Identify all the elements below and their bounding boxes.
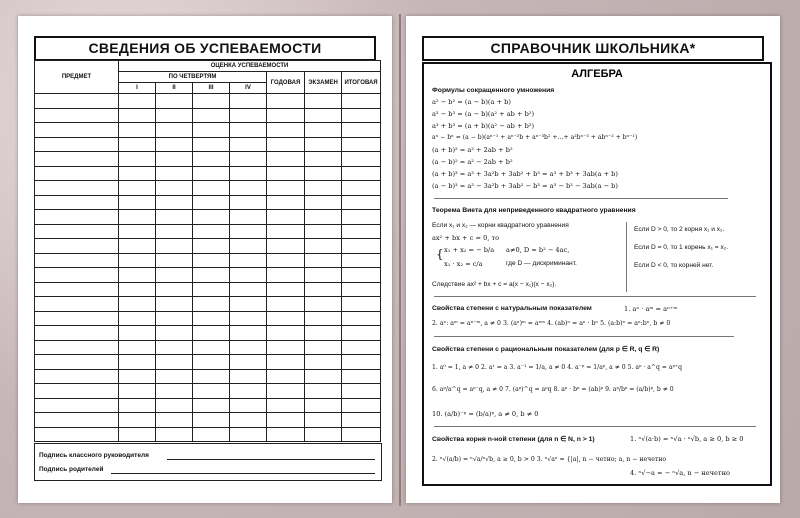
grade-row	[35, 152, 381, 167]
grade-cell[interactable]	[267, 210, 305, 225]
grade-cell[interactable]	[156, 413, 193, 428]
grade-cell[interactable]	[193, 297, 230, 312]
grade-cell[interactable]	[230, 398, 267, 413]
grade-cell[interactable]	[305, 297, 342, 312]
grade-cell[interactable]	[305, 311, 342, 326]
grade-cell[interactable]	[193, 210, 230, 225]
grades-title: СВЕДЕНИЯ ОБ УСПЕВАЕМОСТИ	[34, 36, 376, 61]
subject-cell[interactable]	[35, 369, 119, 384]
grade-row	[35, 326, 381, 341]
grade-cell[interactable]	[305, 152, 342, 167]
grade-cell[interactable]	[156, 297, 193, 312]
grade-cell[interactable]	[156, 427, 193, 442]
vieta-brace: {	[436, 247, 444, 261]
subject-cell[interactable]	[35, 268, 119, 283]
grade-cell[interactable]	[342, 181, 381, 196]
divider	[434, 336, 734, 337]
grade-cell[interactable]	[267, 268, 305, 283]
formula-2: a³ − b³ = (a − b)(a² + ab + b²)	[432, 110, 535, 118]
vieta-text-1: Если x₁ и x₂ — корни квадратного уравнения	[432, 222, 569, 229]
grade-cell[interactable]	[119, 253, 156, 268]
grade-cell[interactable]	[193, 239, 230, 254]
grade-cell[interactable]	[119, 152, 156, 167]
grade-row	[35, 282, 381, 297]
grade-row	[35, 108, 381, 123]
subject-cell[interactable]	[35, 181, 119, 196]
grade-cell[interactable]	[156, 210, 193, 225]
grade-cell[interactable]	[267, 369, 305, 384]
grade-cell[interactable]	[193, 224, 230, 239]
grade-row	[35, 253, 381, 268]
subject-cell[interactable]	[35, 311, 119, 326]
subject-cell[interactable]	[35, 152, 119, 167]
subject-cell[interactable]	[35, 108, 119, 123]
grade-cell[interactable]	[193, 369, 230, 384]
grade-row	[35, 427, 381, 442]
root-1: 1. ⁿ√(a·b) = ⁿ√a · ⁿ√b, a ≥ 0, b ≥ 0	[630, 435, 744, 443]
grade-cell[interactable]	[230, 210, 267, 225]
grade-cell[interactable]	[305, 210, 342, 225]
grade-cell[interactable]	[230, 355, 267, 370]
col-grades: ОЦЕНКА УСПЕВАЕМОСТИ	[119, 61, 381, 72]
rational-1-5: 1. a⁰ = 1, a ≠ 0 2. a¹ = a 3. a⁻¹ = 1/a, a ≠ 0 4. a⁻ᵖ = 1/aᵖ, a ≠ 0 5. aᵖ · a^q = aᵖ⁺q	[432, 364, 683, 371]
grade-cell[interactable]	[230, 340, 267, 355]
subject-cell[interactable]	[35, 384, 119, 399]
grade-cell[interactable]	[156, 224, 193, 239]
sig-teacher-line[interactable]	[167, 459, 375, 460]
grade-cell[interactable]	[267, 166, 305, 181]
grade-cell[interactable]	[156, 108, 193, 123]
grade-cell[interactable]	[230, 123, 267, 138]
grade-cell[interactable]	[193, 94, 230, 109]
grade-cell[interactable]	[156, 282, 193, 297]
grade-cell[interactable]	[267, 427, 305, 442]
subject-cell[interactable]	[35, 297, 119, 312]
grade-cell[interactable]	[342, 413, 381, 428]
grade-cell[interactable]	[342, 398, 381, 413]
grade-cell[interactable]	[230, 326, 267, 341]
formula-1: a² − b² = (a − b)(a + b)	[432, 98, 511, 106]
grade-cell[interactable]	[119, 413, 156, 428]
grade-cell[interactable]	[342, 152, 381, 167]
subject-cell[interactable]	[35, 123, 119, 138]
vieta-cond: a≠0, D = b² − 4ac,	[506, 246, 570, 254]
vieta-product: x₁ · x₂ = c/a	[444, 260, 483, 268]
subject-cell[interactable]	[35, 326, 119, 341]
grade-cell[interactable]	[230, 282, 267, 297]
discr-negative: Если D < 0, то корней нет.	[634, 262, 714, 269]
grade-cell[interactable]	[156, 137, 193, 152]
grade-cell[interactable]	[156, 398, 193, 413]
grade-cell[interactable]	[156, 195, 193, 210]
subject-cell[interactable]	[35, 340, 119, 355]
grade-row	[35, 181, 381, 196]
natural-2-5: 2. aⁿ: aᵐ = aⁿ⁻ᵐ, a ≠ 0 3. (aⁿ)ᵐ = aⁿᵐ 4. (ab)ⁿ = aⁿ · bⁿ 5. (a:b)ⁿ = aⁿ:bⁿ, b ≠ 0	[432, 320, 671, 327]
rational-6-9: 6. aᵖ/a^q = aᵖ⁻q, a ≠ 0 7. (aᵖ)^q = aᵖq 8. aᵖ · bᵖ = (ab)ᵖ 9. aᵖ/bᵖ = (a/b)ᵖ, b ≠ 0	[432, 386, 674, 393]
grade-cell[interactable]	[119, 210, 156, 225]
grade-cell[interactable]	[193, 253, 230, 268]
grade-cell[interactable]	[193, 108, 230, 123]
col-year: ГОДОВАЯ	[267, 72, 305, 94]
discr-positive: Если D > 0, то 2 корня x₁ и x₂.	[634, 226, 725, 233]
grade-cell[interactable]	[305, 166, 342, 181]
grade-cell[interactable]	[119, 427, 156, 442]
grade-cell[interactable]	[230, 427, 267, 442]
grade-cell[interactable]	[342, 195, 381, 210]
grade-cell[interactable]	[305, 427, 342, 442]
grade-cell[interactable]	[230, 137, 267, 152]
grade-cell[interactable]	[267, 224, 305, 239]
grade-cell[interactable]	[342, 210, 381, 225]
vieta-discr: где D — дискриминант.	[506, 260, 577, 267]
grade-cell[interactable]	[230, 152, 267, 167]
grade-cell[interactable]	[230, 239, 267, 254]
grade-cell[interactable]	[342, 369, 381, 384]
formula-6: (a − b)² = a² − 2ab + b²	[432, 158, 513, 166]
col-q1: I	[119, 83, 156, 94]
subject-cell[interactable]	[35, 210, 119, 225]
grade-cell[interactable]	[119, 137, 156, 152]
subject-cell[interactable]	[35, 195, 119, 210]
subject-cell[interactable]	[35, 239, 119, 254]
grade-cell[interactable]	[193, 355, 230, 370]
discr-zero: Если D = 0, то 1 корень x₁ = x₂.	[634, 244, 729, 251]
subject-cell[interactable]	[35, 282, 119, 297]
grade-row	[35, 195, 381, 210]
grade-cell[interactable]	[230, 413, 267, 428]
natural-1: 1. aⁿ · aᵐ = aⁿ⁺ᵐ	[624, 305, 678, 313]
sig-parents-label: Подпись родителей	[39, 466, 104, 473]
grade-cell[interactable]	[267, 137, 305, 152]
section-multiplication: Формулы сокращенного умножения	[432, 87, 555, 94]
grade-cell[interactable]	[342, 253, 381, 268]
grade-cell[interactable]	[305, 224, 342, 239]
grade-row	[35, 413, 381, 428]
grade-cell[interactable]	[119, 282, 156, 297]
col-subject: ПРЕДМЕТ	[35, 61, 119, 94]
signatures-box	[34, 443, 382, 481]
grade-row	[35, 340, 381, 355]
grade-cell[interactable]	[342, 239, 381, 254]
grade-cell[interactable]	[193, 340, 230, 355]
grade-cell[interactable]	[305, 137, 342, 152]
grade-cell[interactable]	[230, 253, 267, 268]
grade-cell[interactable]	[230, 166, 267, 181]
grade-cell[interactable]	[230, 181, 267, 196]
grade-cell[interactable]	[156, 355, 193, 370]
grades-table	[34, 60, 381, 442]
section-natural-power: Свойства степени с натуральным показателем	[432, 305, 592, 312]
sig-teacher-label: Подпись классного руководителя	[39, 452, 149, 459]
subject-cell[interactable]	[35, 413, 119, 428]
grade-cell[interactable]	[193, 398, 230, 413]
grade-cell[interactable]	[156, 123, 193, 138]
grade-rows	[35, 94, 381, 442]
grade-cell[interactable]	[342, 427, 381, 442]
subject-cell[interactable]	[35, 166, 119, 181]
col-q2: II	[156, 83, 193, 94]
grade-cell[interactable]	[342, 108, 381, 123]
grade-cell[interactable]	[156, 268, 193, 283]
subject-cell[interactable]	[35, 355, 119, 370]
section-vieta: Теорема Виета для неприведенного квадратного уравнения	[432, 207, 636, 214]
grade-cell[interactable]	[193, 413, 230, 428]
grade-cell[interactable]	[267, 282, 305, 297]
grade-cell[interactable]	[305, 239, 342, 254]
grade-cell[interactable]	[305, 123, 342, 138]
grade-cell[interactable]	[193, 152, 230, 167]
col-final: ИТОГОВАЯ	[342, 72, 381, 94]
subject-cell[interactable]	[35, 224, 119, 239]
grade-cell[interactable]	[156, 311, 193, 326]
algebra-heading: АЛГЕБРА	[571, 68, 623, 80]
grade-cell[interactable]	[305, 268, 342, 283]
reference-title: СПРАВОЧНИК ШКОЛЬНИКА*	[422, 36, 764, 61]
grade-cell[interactable]	[267, 340, 305, 355]
grade-cell[interactable]	[342, 340, 381, 355]
grade-cell[interactable]	[156, 369, 193, 384]
grade-cell[interactable]	[342, 123, 381, 138]
divider	[434, 198, 728, 199]
subject-cell[interactable]	[35, 137, 119, 152]
root-4: 4. ⁿ√−a = − ⁿ√a, n − нечетно	[630, 469, 730, 477]
grade-cell[interactable]	[119, 311, 156, 326]
grade-cell[interactable]	[156, 94, 193, 109]
col-quarters: ПО ЧЕТВЕРТЯМ	[119, 72, 267, 83]
grade-cell[interactable]	[267, 108, 305, 123]
vieta-text-2: ax² + bx + c = 0, то	[432, 234, 500, 242]
grade-cell[interactable]	[342, 355, 381, 370]
grade-cell[interactable]	[342, 297, 381, 312]
grade-cell[interactable]	[230, 297, 267, 312]
grade-cell[interactable]	[342, 326, 381, 341]
grade-cell[interactable]	[305, 398, 342, 413]
grade-row	[35, 384, 381, 399]
grade-cell[interactable]	[342, 224, 381, 239]
grade-cell[interactable]	[267, 311, 305, 326]
grade-cell[interactable]	[156, 152, 193, 167]
grade-cell[interactable]	[119, 94, 156, 109]
grade-cell[interactable]	[342, 268, 381, 283]
grade-cell[interactable]	[193, 427, 230, 442]
grade-cell[interactable]	[305, 384, 342, 399]
subject-cell[interactable]	[35, 398, 119, 413]
grade-cell[interactable]	[193, 282, 230, 297]
grade-cell[interactable]	[230, 369, 267, 384]
grade-cell[interactable]	[193, 268, 230, 283]
grade-cell[interactable]	[305, 181, 342, 196]
grade-cell[interactable]	[156, 384, 193, 399]
grade-cell[interactable]	[305, 355, 342, 370]
section-rational-power: Свойства степени с рациональным показателем (для p ∈ R, q ∈ R)	[432, 346, 660, 353]
divider	[434, 296, 756, 297]
grade-cell[interactable]	[267, 326, 305, 341]
algebra-box	[422, 62, 772, 486]
section-root: Свойства корня n-ной степени (для n ∈ N, n > 1)	[432, 436, 595, 443]
grade-cell[interactable]	[193, 166, 230, 181]
formula-4: aⁿ − bⁿ = (a − b)(aⁿ⁻¹ + aⁿ⁻²b + aⁿ⁻³b² +…+ a²bⁿ⁻³ + abⁿ⁻² + bⁿ⁻¹)	[432, 134, 638, 141]
vieta-sum: x₁ + x₂ = − b/a	[444, 246, 495, 254]
grade-cell[interactable]	[156, 340, 193, 355]
formula-5: (a + b)² = a² + 2ab + b²	[432, 146, 513, 154]
grade-cell[interactable]	[267, 181, 305, 196]
grade-cell[interactable]	[305, 94, 342, 109]
grade-cell[interactable]	[119, 166, 156, 181]
grade-row	[35, 311, 381, 326]
grade-row	[35, 123, 381, 138]
grade-cell[interactable]	[156, 239, 193, 254]
grade-cell[interactable]	[119, 340, 156, 355]
rational-10: 10. (a/b)⁻ᵖ = (b/a)ᵖ, a ≠ 0, b ≠ 0	[432, 410, 539, 418]
formula-7: (a + b)³ = a³ + 3a²b + 3ab² + b³ = a³ + b³ + 3ab(a + b)	[432, 170, 618, 178]
grade-row	[35, 94, 381, 109]
root-2-3: 2. ⁿ√(a/b) = ⁿ√a/ⁿ√b, a ≥ 0, b > 0 3. ⁿ√aⁿ = {|a|, n − четно; a, n − нечетно	[432, 456, 667, 463]
grade-cell[interactable]	[342, 282, 381, 297]
grade-cell[interactable]	[230, 384, 267, 399]
grade-cell[interactable]	[267, 94, 305, 109]
sig-parents-line[interactable]	[111, 473, 375, 474]
grade-cell[interactable]	[305, 253, 342, 268]
grade-cell[interactable]	[119, 195, 156, 210]
grade-row	[35, 268, 381, 283]
grade-cell[interactable]	[156, 253, 193, 268]
divider	[626, 222, 627, 292]
grade-cell[interactable]	[230, 195, 267, 210]
grade-cell[interactable]	[119, 268, 156, 283]
grade-cell[interactable]	[267, 123, 305, 138]
formula-3: a³ + b³ = (a + b)(a² − ab + b²)	[432, 122, 535, 130]
grade-cell[interactable]	[267, 398, 305, 413]
col-q4: IV	[230, 83, 267, 94]
grade-cell[interactable]	[193, 181, 230, 196]
subject-cell[interactable]	[35, 427, 119, 442]
formula-8: (a − b)³ = a³ − 3a²b + 3ab² − b³ = a³ − b³ − 3ab(a − b)	[432, 182, 618, 190]
grade-row	[35, 224, 381, 239]
grade-cell[interactable]	[267, 239, 305, 254]
grade-row	[35, 297, 381, 312]
grade-cell[interactable]	[193, 326, 230, 341]
grade-cell[interactable]	[267, 152, 305, 167]
grade-cell[interactable]	[305, 282, 342, 297]
grade-cell[interactable]	[156, 181, 193, 196]
grade-cell[interactable]	[119, 355, 156, 370]
grade-cell[interactable]	[230, 224, 267, 239]
grade-row	[35, 355, 381, 370]
divider	[434, 426, 756, 427]
grade-cell[interactable]	[230, 108, 267, 123]
grade-row	[35, 398, 381, 413]
vieta-corollary: Следствие ax² + bx + c = a(x − x₁)(x − x₂).	[432, 281, 557, 288]
grade-cell[interactable]	[119, 398, 156, 413]
grade-cell[interactable]	[119, 239, 156, 254]
grade-cell[interactable]	[267, 355, 305, 370]
grade-cell[interactable]	[193, 137, 230, 152]
grade-cell[interactable]	[342, 166, 381, 181]
subject-cell[interactable]	[35, 94, 119, 109]
grade-cell[interactable]	[193, 384, 230, 399]
grade-cell[interactable]	[342, 384, 381, 399]
grade-row	[35, 239, 381, 254]
left-page	[18, 16, 392, 503]
grade-cell[interactable]	[267, 253, 305, 268]
grade-row	[35, 210, 381, 225]
grade-row	[35, 166, 381, 181]
grade-cell[interactable]	[119, 326, 156, 341]
col-exam: ЭКЗАМЕН	[305, 72, 342, 94]
grade-cell[interactable]	[305, 195, 342, 210]
grade-cell[interactable]	[156, 166, 193, 181]
grade-cell[interactable]	[193, 123, 230, 138]
grade-cell[interactable]	[230, 94, 267, 109]
grade-cell[interactable]	[156, 326, 193, 341]
grade-cell[interactable]	[119, 224, 156, 239]
grade-cell[interactable]	[342, 94, 381, 109]
grade-cell[interactable]	[193, 195, 230, 210]
grade-cell[interactable]	[119, 108, 156, 123]
col-q3: III	[193, 83, 230, 94]
grade-row	[35, 137, 381, 152]
grade-cell[interactable]	[267, 297, 305, 312]
grade-cell[interactable]	[305, 413, 342, 428]
right-page	[406, 16, 780, 503]
grade-cell[interactable]	[342, 311, 381, 326]
grade-cell[interactable]	[119, 123, 156, 138]
grade-cell[interactable]	[267, 413, 305, 428]
grade-cell[interactable]	[305, 369, 342, 384]
grade-cell[interactable]	[305, 108, 342, 123]
grade-cell[interactable]	[267, 195, 305, 210]
grade-cell[interactable]	[119, 181, 156, 196]
grade-cell[interactable]	[342, 137, 381, 152]
grade-row	[35, 369, 381, 384]
grade-cell[interactable]	[305, 326, 342, 341]
grade-cell[interactable]	[119, 297, 156, 312]
grade-cell[interactable]	[119, 369, 156, 384]
subject-cell[interactable]	[35, 253, 119, 268]
grade-cell[interactable]	[267, 384, 305, 399]
grade-cell[interactable]	[193, 311, 230, 326]
grade-cell[interactable]	[119, 384, 156, 399]
notebook-spine	[399, 14, 401, 506]
grade-cell[interactable]	[230, 268, 267, 283]
grade-cell[interactable]	[305, 340, 342, 355]
grade-cell[interactable]	[230, 311, 267, 326]
